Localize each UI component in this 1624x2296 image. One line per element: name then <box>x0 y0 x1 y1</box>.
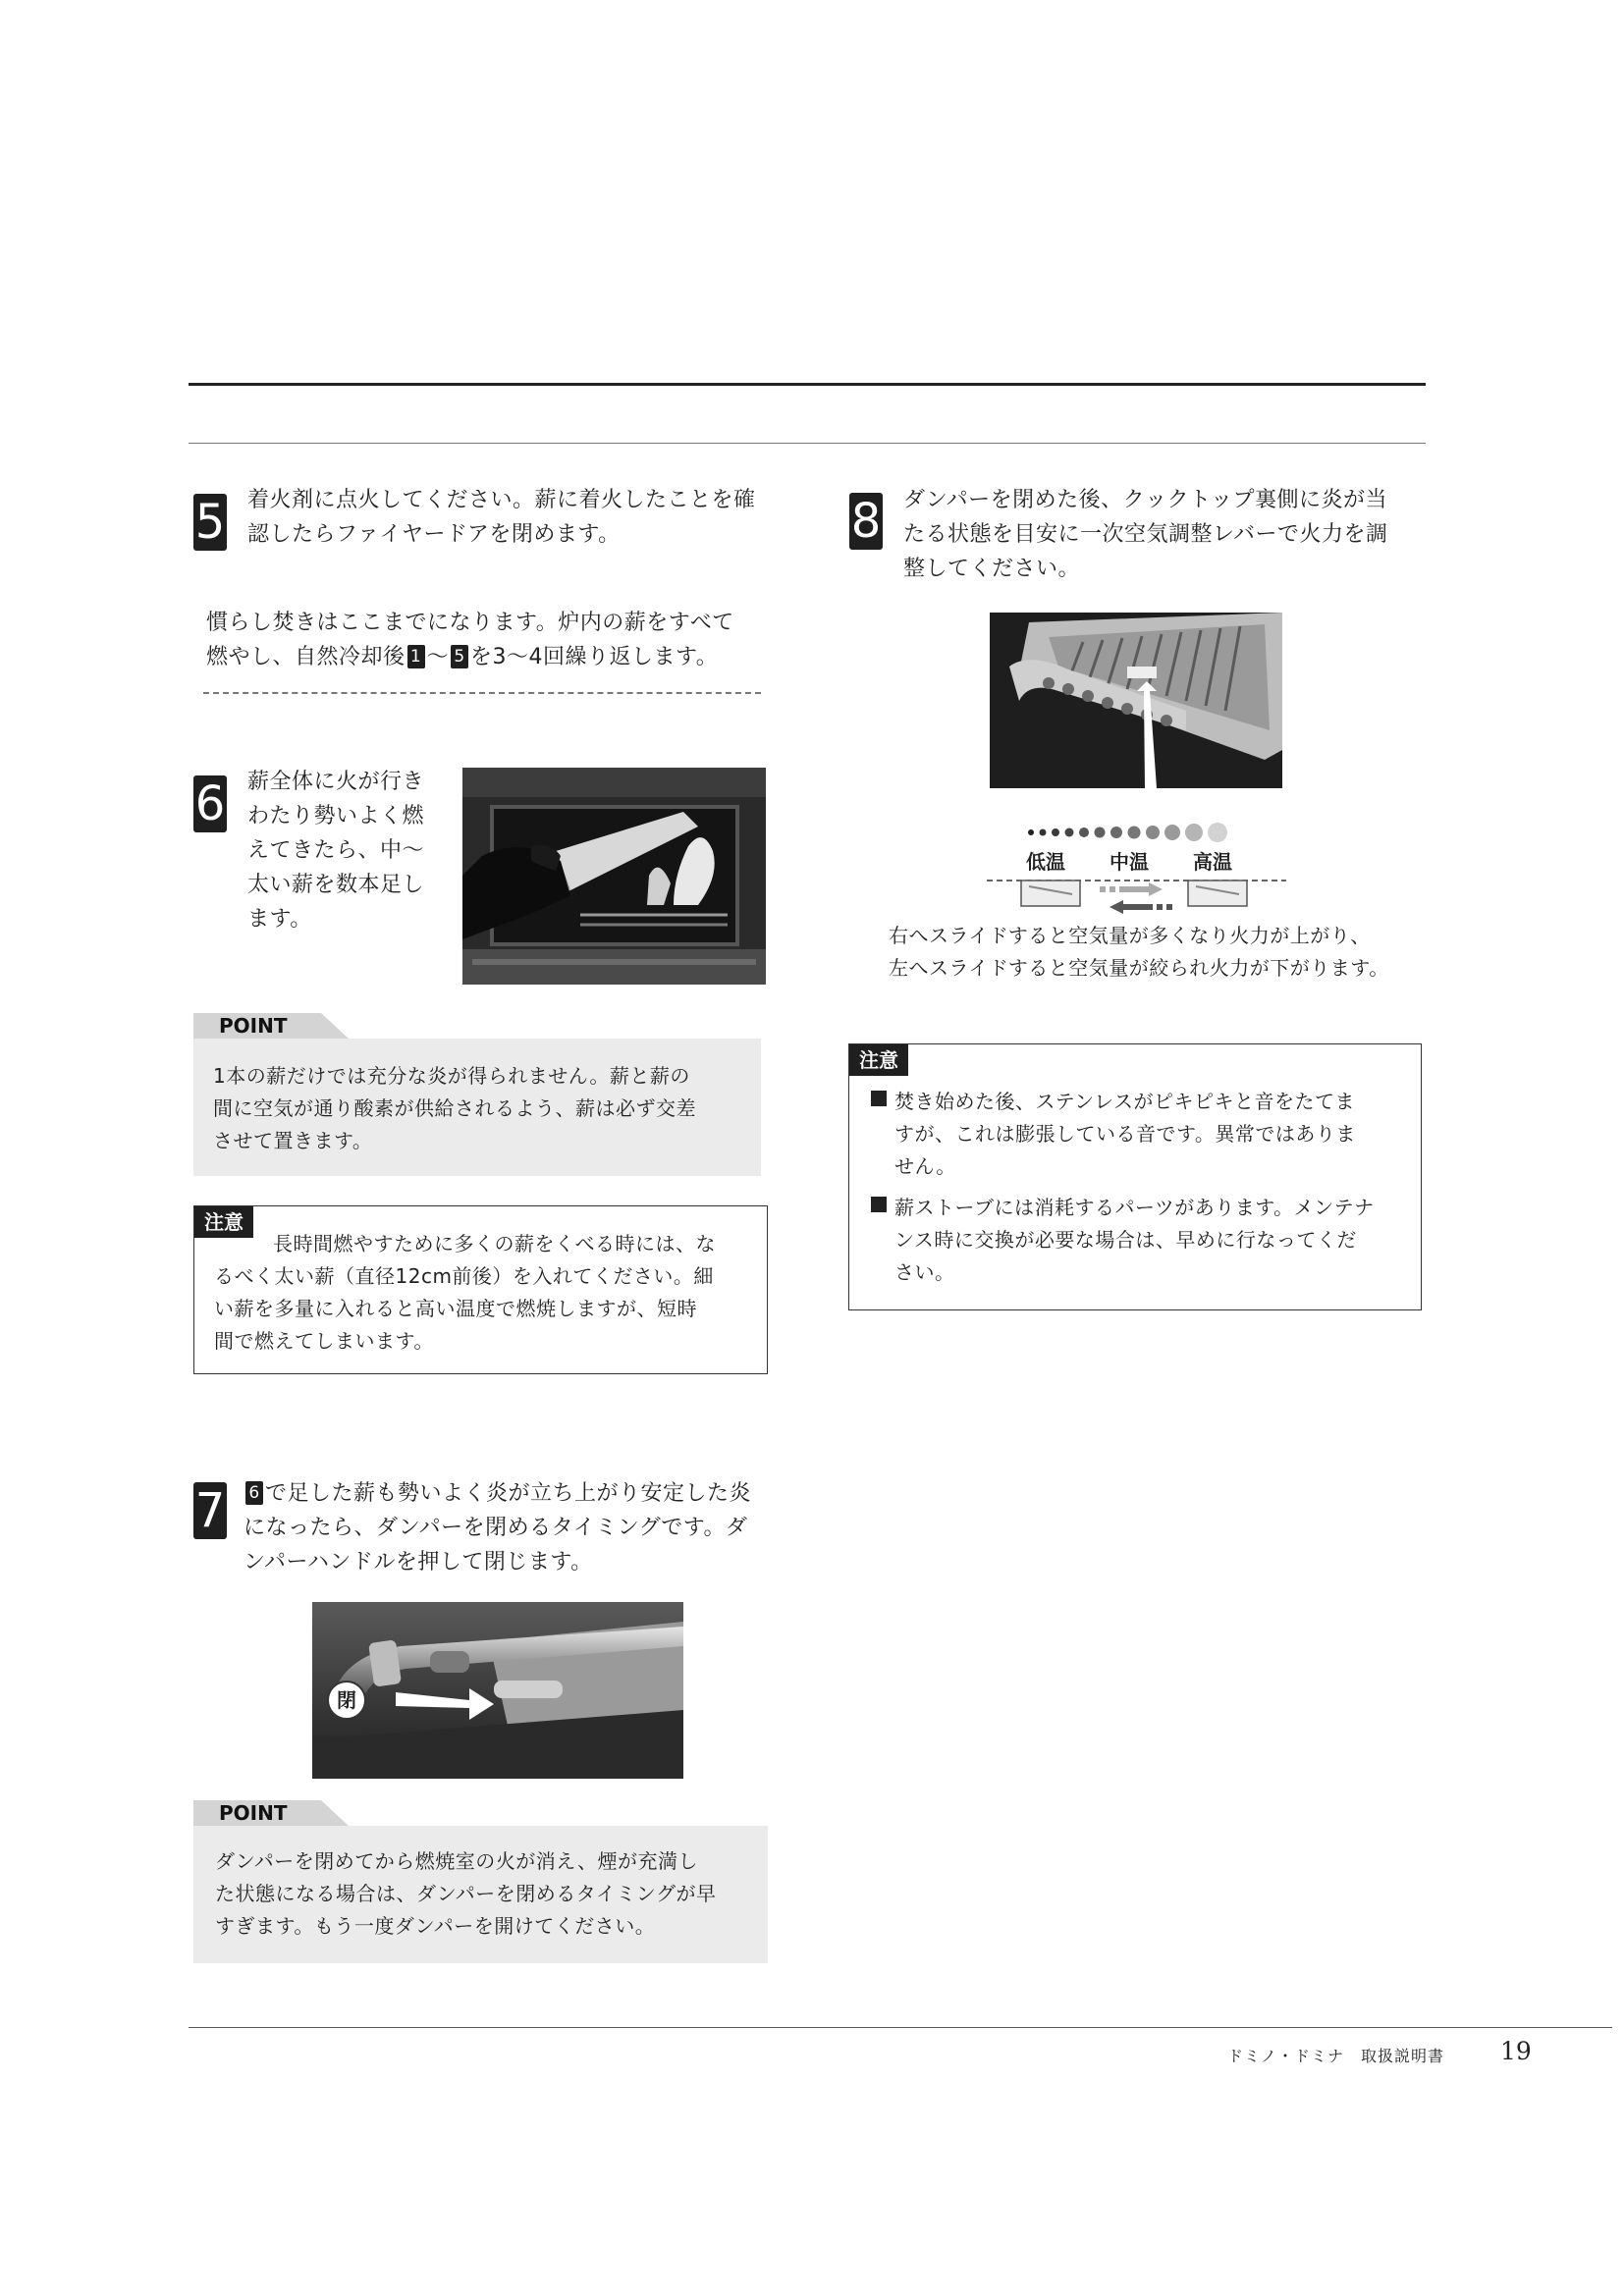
step-5-line-1: 着火剤に点火してください。薪に着火したことを確 <box>247 488 756 512</box>
step-6-number: 6 <box>194 776 226 831</box>
step-8-line-3: 整してください。 <box>903 557 1081 581</box>
step-5-line-2: 認したらファイヤードアを閉めます。 <box>247 522 621 547</box>
lever-caption <box>889 920 1438 985</box>
step-7-ref-6: 6 <box>245 1481 263 1505</box>
point-2-label: POINT <box>219 1801 288 1825</box>
step-7-line-2: になったら、ダンパーを閉めるタイミングです。ダ <box>244 1516 748 1540</box>
point-1-line-2: 間に空気が通り酸素が供給されるよう、薪は必ず交差 <box>213 1096 696 1120</box>
photo-adding-wood <box>462 768 766 985</box>
point-1-tab <box>193 1013 341 1039</box>
caution-1-box <box>193 1205 768 1374</box>
step-6-text <box>247 765 454 936</box>
step-8-line-1: ダンパーを閉めた後、クックトップ裏側に炎が当 <box>903 488 1388 512</box>
point-2-line-1: ダンパーを閉めてから燃焼室の火が消え、煙が充満し <box>215 1849 698 1873</box>
note-ref-1: 1 <box>407 645 425 668</box>
photo-damper-handle <box>312 1602 683 1779</box>
point-1-box <box>193 1039 761 1176</box>
bullet-square-icon <box>871 1197 887 1212</box>
caution-2-item-1-line-2: すが、これは膨張している音です。異常ではありま <box>894 1122 1356 1146</box>
step-6-line-5: ます。 <box>247 907 312 932</box>
caution-2-item-2 <box>871 1192 1401 1289</box>
caution-2-box <box>848 1043 1422 1310</box>
caution-2-item-1-line-3: せん。 <box>894 1154 956 1178</box>
lever-caption-line-2: 左へスライドすると空気量が絞られ火力が下がります。 <box>889 956 1389 980</box>
step-5-text <box>247 483 778 552</box>
caution-1-line-2: るべく太い薪（直径12cm前後）を入れてください。細 <box>214 1264 714 1288</box>
step-8-line-2: たる状態を目安に一次空気調整レバーで火力を調 <box>903 522 1388 547</box>
step-7-line-1 <box>244 1476 779 1511</box>
page-number: 19 <box>1500 2037 1532 2065</box>
note-ref-5: 5 <box>451 645 468 668</box>
mid-temp-label: 中温 <box>1110 850 1149 874</box>
caution-1-text <box>214 1228 764 1358</box>
point-1-line-3: させて置きます。 <box>213 1129 373 1152</box>
step-6-line-2: わたり勢いよく燃 <box>247 804 425 828</box>
step-7-line-1-text: で足した薪も勢いよく炎が立ち上がり安定した炎 <box>265 1481 752 1506</box>
step-6-line-4: 太い薪を数本足し <box>247 873 425 897</box>
note-line-2-post: を3〜4回繰り返します。 <box>470 645 719 669</box>
caution-2-item-1 <box>871 1086 1401 1183</box>
step-8-number: 8 <box>850 494 882 549</box>
step-7-text <box>244 1476 779 1579</box>
step-7-number: 7 <box>194 1483 226 1538</box>
step-7-line-3: ンパーハンドルを押して閉じます。 <box>244 1550 593 1575</box>
caution-2-item-2-text-1: 薪ストーブには消耗するパーツがあります。メンテナ <box>894 1196 1375 1219</box>
air-level-dots <box>982 819 1306 848</box>
note-line-1: 慣らし焚きはここまでになります。炉内の薪をすべて <box>206 611 734 635</box>
photo-cooktop-underside <box>990 613 1282 788</box>
step-5-number: 5 <box>194 495 226 550</box>
caution-2-label: 注意 <box>849 1044 908 1076</box>
point-1-line-1: 1本の薪だけでは充分な炎が得られません。薪と薪の <box>213 1064 690 1088</box>
caution-2-item-2-line-2: ンス時に交換が必要な場合は、早めに行なってくだ <box>894 1228 1357 1252</box>
close-label-badge: 閉 <box>327 1681 366 1720</box>
point-2-box <box>193 1826 768 1963</box>
point-2-tab <box>193 1800 341 1826</box>
lever-caption-line-1: 右へスライドすると空気量が多くなり火力が上がり、 <box>889 924 1371 947</box>
footer-rule <box>189 2027 1612 2028</box>
header-rule <box>189 383 1426 386</box>
note-dashed-rule <box>203 692 761 694</box>
caution-1-line-1: 長時間燃やすために多くの薪をくべる時には、な <box>273 1232 716 1255</box>
note-line-2 <box>206 640 776 674</box>
bullet-square-icon <box>871 1091 887 1106</box>
high-temp-label: 高温 <box>1193 850 1232 874</box>
point-2-line-2: た状態になる場合は、ダンパーを閉めるタイミングが早 <box>215 1882 717 1905</box>
caution-2-item-1-text-1: 焚き始めた後、ステンレスがピキピキと音をたてま <box>894 1090 1355 1113</box>
caution-2-item-2-line-1 <box>871 1192 1401 1224</box>
point-2-line-3: すぎます。もう一度ダンパーを開けてください。 <box>215 1914 656 1938</box>
caution-1-line-4: 間で燃えてしまいます。 <box>214 1329 434 1353</box>
low-temp-label: 低温 <box>1026 850 1065 874</box>
footer-title: ドミノ・ドミナ 取扱説明書 <box>1227 2047 1445 2065</box>
step-6-line-3: えてきたら、中〜 <box>247 838 425 863</box>
caution-1-label: 注意 <box>194 1206 253 1238</box>
header-subrule <box>189 443 1426 444</box>
break-in-note <box>206 606 776 674</box>
note-line-2-pre: 燃やし、自然冷却後 <box>206 645 406 669</box>
step-6-line-1: 薪全体に火が行き <box>247 770 425 794</box>
point-1-label: POINT <box>219 1014 288 1038</box>
note-tilde: 〜 <box>426 645 450 669</box>
air-lever-diagram <box>982 819 1306 927</box>
point-1-text <box>213 1060 753 1157</box>
caution-1-line-3: い薪を多量に入れると高い温度で燃焼しますが、短時 <box>214 1297 697 1320</box>
caution-2-item-1-line-1 <box>871 1086 1401 1118</box>
caution-2-item-2-line-3: さい。 <box>894 1260 955 1284</box>
step-8-text <box>903 483 1434 586</box>
point-2-text <box>215 1845 765 1943</box>
